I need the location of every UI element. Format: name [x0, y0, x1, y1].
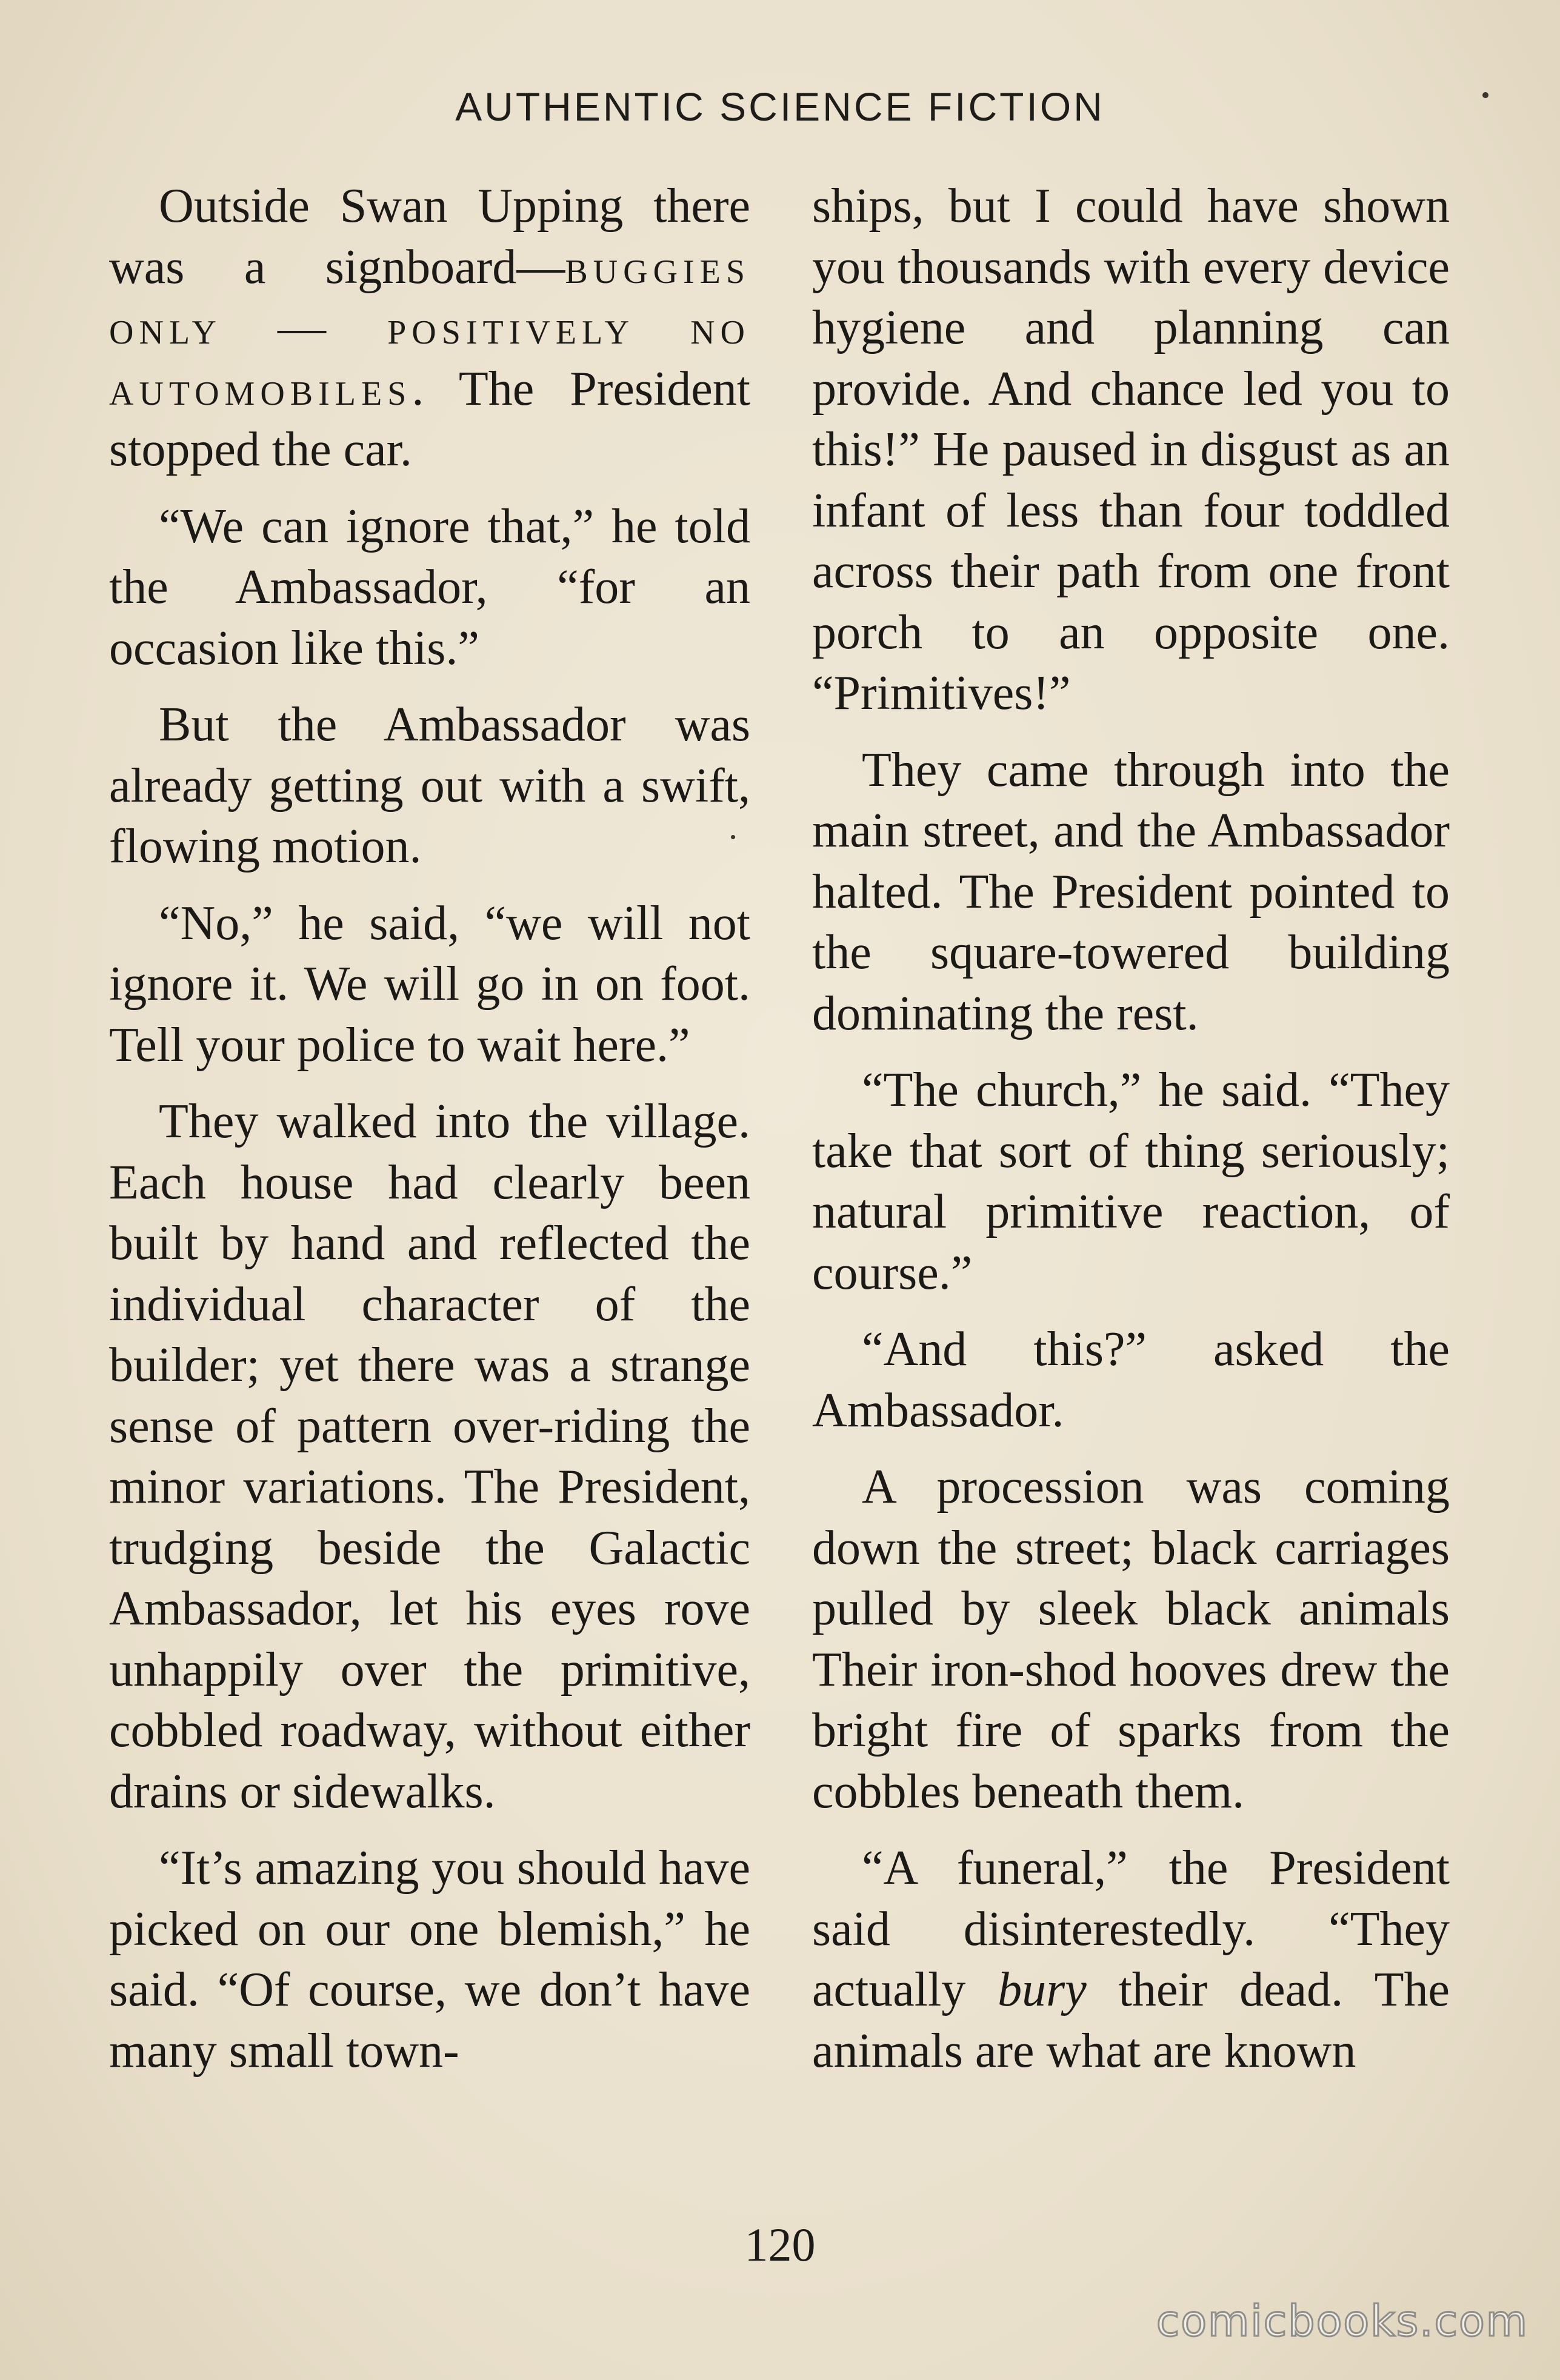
paragraph: “No,” he said, “we will not ignore it. We will go in on foot. Tell your police to wait here.” — [109, 896, 750, 1072]
paragraph: A procession was coming down the street; black carriages pulled by sleek black animals Their iron-shod hooves drew the bright fire of sparks from the cobbles beneath them. — [812, 1460, 1450, 1818]
running-head: AUTHENTIC SCIENCE FICTION — [455, 84, 1105, 129]
right-column — [812, 176, 1450, 2097]
site-watermark: comicbooks.com — [1156, 2296, 1528, 2346]
signboard-text: buggies only — positively no automobiles — [109, 240, 750, 416]
paragraph: “It’s amazing you should have picked on our one blemish,” he said. “Of course, we don’t have many small town- — [109, 1841, 750, 2078]
paragraph — [109, 176, 750, 480]
left-column — [109, 176, 750, 2097]
paragraph: ships, but I could have shown you thousands with every device hygiene and planning can provide. And chance led you to this!” He paused in disgust as an infant of less than four toddled across their path from one front porch to an opposite one. “Primitives!” — [812, 179, 1450, 720]
paragraph: But the Ambassador was already getting out with a swift, flowing motion. — [109, 698, 750, 873]
emphasis-text: bury — [998, 1963, 1087, 2016]
text-run: Outside Swan Upping there was a signboard— — [109, 179, 750, 294]
paragraph: “And this?” asked the Ambassador. — [812, 1323, 1450, 1437]
text-run: their dead. The animals are what are known — [812, 1963, 1450, 2078]
paragraph — [812, 1838, 1450, 2081]
page-number: 120 — [744, 2218, 816, 2271]
paragraph: “The church,” he said. “They take that sort of thing seriously; natural primitive reaction, of course.” — [812, 1063, 1450, 1300]
text-run: “A funeral,” the President said disinterestedly. “They actually — [812, 1841, 1450, 2016]
paragraph: “We can ignore that,” he told the Ambassador, “for an occasion like this.” — [109, 499, 750, 675]
text-run: . The President stopped the car. — [109, 362, 750, 476]
paragraph: They walked into the village. Each house had clearly been built by hand and reflected the individual character of the builder; yet there was a strange sense of pattern over-riding the minor variations. The President, trudging beside the Galactic Ambassador, let his eyes rove unhappily over the primitive, cobbled roadway, without either drains or sidewalks. — [109, 1095, 750, 1818]
paragraph: They came through into the main street, and the Ambassador halted. The President pointed to the square-towered building dominating the rest. — [812, 743, 1450, 1040]
print-speck — [731, 835, 735, 839]
print-speck — [1482, 92, 1488, 98]
